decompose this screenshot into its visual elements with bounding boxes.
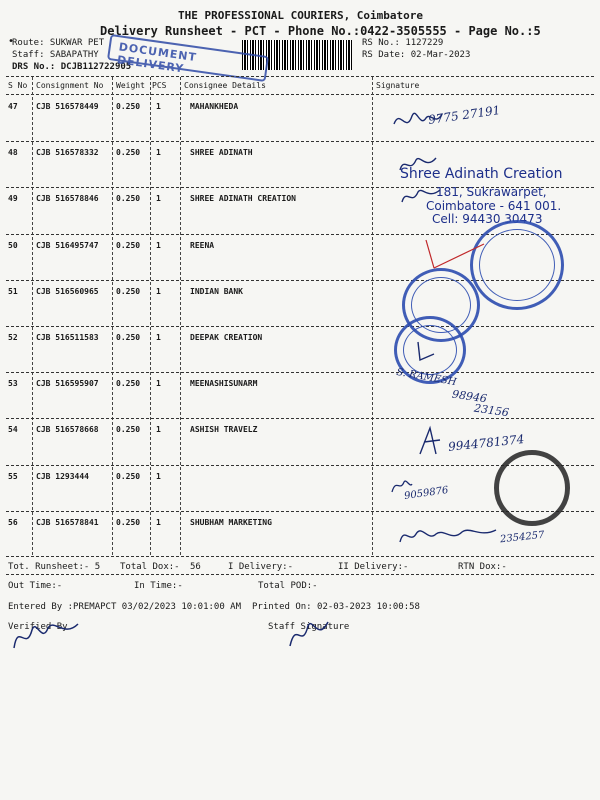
table-cell-cons: CJB 1293444 <box>36 471 89 481</box>
table-cell-weight: 0.250 <box>116 471 141 481</box>
table-cell-consignee: INDIAN BANK <box>190 286 243 296</box>
handwritten-phone-53b: 23156 <box>473 401 510 420</box>
row-divider <box>6 372 594 373</box>
table-cell-sno: 50 <box>8 240 18 250</box>
column-header: Consignee Details <box>184 81 266 90</box>
column-header: Consignment No <box>36 81 104 90</box>
table-cell-consignee: DEEPAK CREATION <box>190 333 263 342</box>
table-cell-sno: 54 <box>8 425 18 435</box>
table-cell-consignee: SHREE ADINATH CREATION <box>190 194 296 204</box>
company-title: THE PROFESSIONAL COURIERS, Coimbatore <box>178 9 424 22</box>
signature-48-49-icon <box>396 150 446 206</box>
table-cell-cons: CJB 516578668 <box>36 425 99 435</box>
table-cell-weight: 0.250 <box>116 286 141 296</box>
table-cell-weight: 0.250 <box>116 240 141 250</box>
table-cell-pcs: 1 <box>156 333 161 342</box>
table-cell-consignee: MAHANKHEDA <box>190 102 239 111</box>
handwritten-phone-53a: 98946 <box>451 387 488 406</box>
row-divider <box>6 326 594 327</box>
table-cell-cons: CJB 516578449 <box>36 102 99 111</box>
table-cell-cons: CJB 516578846 <box>36 194 99 204</box>
row-divider <box>6 141 594 142</box>
col-divider <box>180 77 181 555</box>
table-cell-cons: CJB 516560965 <box>36 286 99 296</box>
handwritten-phone-56: 2354257 <box>499 529 545 546</box>
total-dox-label: Total Dox:- <box>120 562 180 572</box>
table-bottom-rule <box>6 556 594 557</box>
red-mark-icon <box>420 236 490 276</box>
table-cell-consignee: ASHISH TRAVELZ <box>190 425 258 435</box>
in-time-label: In Time:- <box>134 581 183 591</box>
dot-mark: • <box>8 36 15 47</box>
table-cell-cons: CJB 516595907 <box>36 379 99 389</box>
table-cell-cons: CJB 516578841 <box>36 517 99 527</box>
table-cell-sno: 56 <box>8 517 18 527</box>
route-label: Route: SUKWAR PET <box>12 38 105 48</box>
shop-stamp-name: Shree Adinath Creation <box>400 166 563 182</box>
staff-signature-label: Staff Signature <box>268 622 350 632</box>
col-divider <box>112 77 113 555</box>
out-time-label: Out Time:- <box>8 581 63 591</box>
col-divider <box>150 77 151 555</box>
table-cell-weight: 0.250 <box>116 148 141 158</box>
table-top-rule <box>6 76 594 77</box>
table-cell-weight: 0.250 <box>116 379 141 389</box>
table-cell-consignee: SHREE ADINATH <box>190 148 253 158</box>
table-cell-weight: 0.250 <box>116 425 141 435</box>
column-header: S No <box>8 81 28 90</box>
table-cell-pcs: 1 <box>156 471 161 481</box>
printed-on-label: Printed On: 02-03-2023 10:00:58 <box>252 602 420 612</box>
table-cell-weight: 0.250 <box>116 194 141 204</box>
rtn-dox-label: RTN Dox:- <box>458 562 507 572</box>
table-cell-pcs: 1 <box>156 240 161 250</box>
tot-runsheet-label: Tot. Runsheet:- 5 <box>8 562 101 572</box>
rs-no-label: RS No.: 1127229 <box>362 38 444 48</box>
col-divider <box>32 77 33 555</box>
staff-label: Staff: SABAPATHY <box>12 50 99 60</box>
handwritten-phone-54: 9944781374 <box>447 432 525 454</box>
table-header-rule <box>6 94 594 95</box>
signature-52-icon <box>412 340 442 366</box>
table-cell-consignee: MEENASHISUNARM <box>190 379 258 389</box>
document-delivery-stamp: DOCUMENT DELIVERY <box>107 34 269 82</box>
column-header: PCS <box>152 81 167 90</box>
col-divider <box>372 77 373 555</box>
verifier-signature-icon <box>8 612 88 656</box>
entered-by-label: Entered By :PREMAPCT 03/02/2023 10:01:00 AM <box>8 602 241 612</box>
signature-54-icon <box>416 424 446 458</box>
handwritten-phone-55: 9059876 <box>403 484 450 503</box>
table-cell-weight: 0.250 <box>116 333 141 342</box>
table-cell-pcs: 1 <box>156 517 161 527</box>
total-dox-value: 56 <box>190 562 201 572</box>
table-cell-sno: 52 <box>8 333 18 342</box>
ii-delivery-label: II Delivery:- <box>338 562 409 572</box>
table-cell-pcs: 1 <box>156 286 161 296</box>
table-cell-sno: 51 <box>8 286 18 296</box>
table-cell-pcs: 1 <box>156 148 161 158</box>
table-cell-sno: 48 <box>8 148 18 158</box>
table-cell-consignee: SHUBHAM MARKETING <box>190 517 272 527</box>
shop-stamp-address1: 181, Sukrawarpet, <box>436 185 547 199</box>
drs-label: DRS No.: DCJB112722905 <box>12 62 132 72</box>
table-cell-sno: 49 <box>8 194 18 204</box>
table-cell-pcs: 1 <box>156 194 161 204</box>
table-cell-sno: 47 <box>8 102 18 111</box>
handwritten-phone-47: 9775 27191 <box>427 103 502 127</box>
shop-stamp-cell: Cell: 94430 30473 <box>432 212 543 226</box>
table-cell-pcs: 1 <box>156 102 161 111</box>
handwritten-name-53: S. RAMESH <box>395 366 458 389</box>
signature-56-icon <box>396 520 506 550</box>
column-header: Weight <box>116 81 145 90</box>
column-header: Signature <box>376 81 420 90</box>
table-cell-weight: 0.250 <box>116 517 141 527</box>
black-round-stamp-icon <box>494 450 570 526</box>
table-cell-pcs: 1 <box>156 379 161 389</box>
table-cell-cons: CJB 516495747 <box>36 240 99 250</box>
table-cell-consignee: REENA <box>190 240 215 250</box>
table-cell-weight: 0.250 <box>116 102 141 111</box>
i-delivery-label: I Delivery:- <box>228 562 294 572</box>
total-pod-label: Total POD:- <box>258 581 318 591</box>
table-cell-cons: CJB 516511583 <box>36 333 99 342</box>
table-cell-sno: 55 <box>8 471 18 481</box>
shop-stamp-address2: Coimbatore - 641 001. <box>426 199 562 213</box>
table-cell-sno: 53 <box>8 379 18 389</box>
staff-signature-icon <box>284 612 334 656</box>
verified-by-label: Verified By <box>8 622 68 632</box>
footer-rule <box>6 574 594 575</box>
table-cell-pcs: 1 <box>156 425 161 435</box>
table-cell-cons: CJB 516578332 <box>36 148 99 158</box>
runsheet-subtitle: Delivery Runsheet - PCT - Phone No.:0422-3505555 - Page No.:5 <box>100 24 541 38</box>
rs-date-label: RS Date: 02-Mar-2023 <box>362 50 471 60</box>
